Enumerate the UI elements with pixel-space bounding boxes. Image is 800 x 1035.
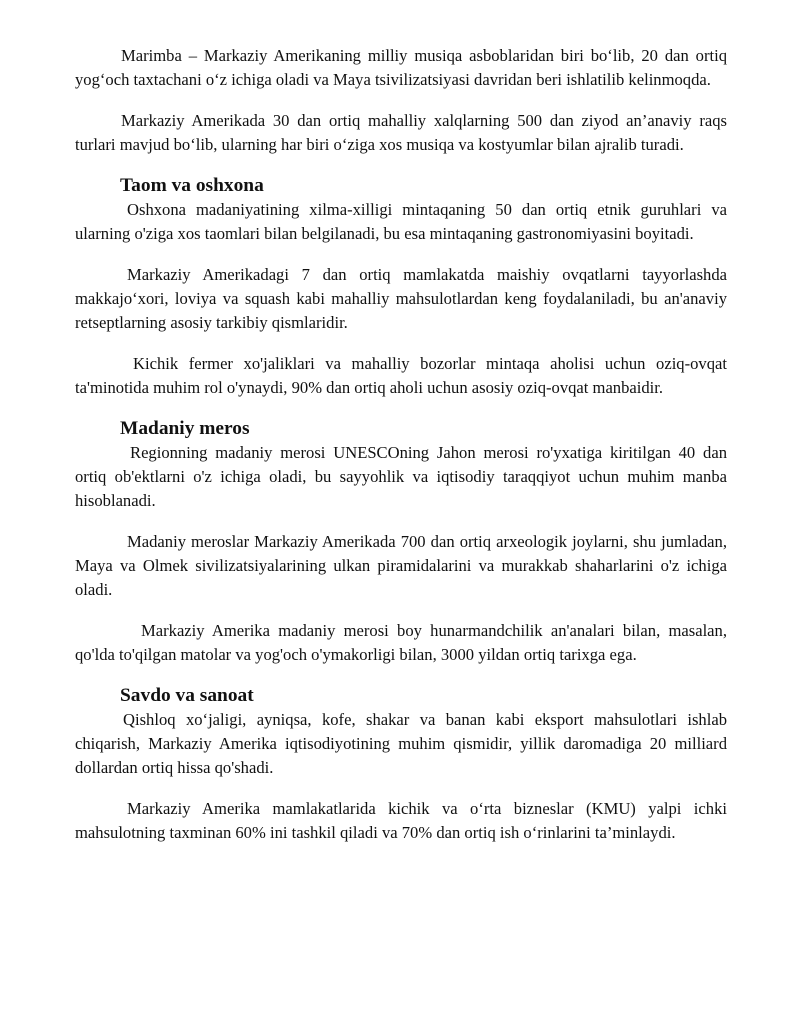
paragraph: Madaniy meroslar Markaziy Amerikada 700 dan ortiq arxeologik joylarni, shu jumladan, Maya va Olmek sivilizatsiyalarining ulkan piramidalarini va murakkab shaharlarini o'z ichiga oladi. — [75, 532, 727, 599]
section-heading: Madaniy meros — [120, 418, 250, 439]
document-page — [75, 44, 727, 845]
paragraph: Markaziy Amerika madaniy merosi boy hunarmandchilik an'analari bilan, masalan, qo'lda to'qilgan matolar va yog'och o'ymakorligi bilan, 3000 yildan ortiq tarixga ega. — [75, 621, 727, 664]
paragraph: Marimba – Markaziy Amerikaning milliy musiqa asboblaridan biri bo‘lib, 20 dan ortiq yog‘och taxtachani o‘z ichiga oladi va Maya tsivilizatsiyasi davridan beri ishlatilib kelinmoqda. — [75, 46, 727, 89]
paragraph: Markaziy Amerikada 30 dan ortiq mahalliy xalqlarning 500 dan ziyod an’anaviy raqs turlari mavjud bo‘lib, ularning har biri o‘ziga xos musiqa va kostyumlar bilan ajralib turadi. — [75, 111, 727, 154]
paragraph: Markaziy Amerika mamlakatlarida kichik va o‘rta bizneslar (KMU) yalpi ichki mahsulotning taxminan 60% ini tashkil qiladi va 70% dan ortiq ish o‘rinlarini ta’minlaydi. — [75, 799, 727, 842]
paragraph: Markaziy Amerikadagi 7 dan ortiq mamlakatda maishiy ovqatlarni tayyorlashda makkajo‘xori, loviya va squash kabi mahalliy mahsulotlardan keng foydalaniladi, bu an'anaviy retseptlarning asosiy tarkibiy qismlaridir. — [75, 265, 727, 332]
paragraph: Oshxona madaniyatining xilma-xilligi mintaqaning 50 dan ortiq etnik guruhlari va ularning o'ziga xos taomlari bilan belgilanadi, bu esa mintaqaning gastronomiyasini boyitadi. — [75, 200, 727, 243]
paragraph: Kichik fermer xo'jaliklari va mahalliy bozorlar mintaqa aholisi uchun oziq-ovqat ta'minotida muhim rol o'ynaydi, 90% dan ortiq aholi uchun asosiy oziq-ovqat manbaidir. — [75, 354, 727, 397]
section-heading: Savdo va sanoat — [120, 685, 254, 706]
section-heading: Taom va oshxona — [120, 175, 264, 196]
paragraph: Regionning madaniy merosi UNESCOning Jahon merosi ro'yxatiga kiritilgan 40 dan ortiq ob'ektlarni o'z ichiga oladi, bu sayyohlik va iqtisodiy taraqqiyot uchun muhim manba hisoblanadi. — [75, 443, 727, 510]
paragraph: Qishloq xo‘jaligi, ayniqsa, kofe, shakar va banan kabi eksport mahsulotlari ishlab chiqarish, Markaziy Amerika iqtisodiyotining muhim qismidir, yillik daromadiga 20 milliard dollardan ortiq hissa qo'shadi. — [75, 710, 727, 777]
